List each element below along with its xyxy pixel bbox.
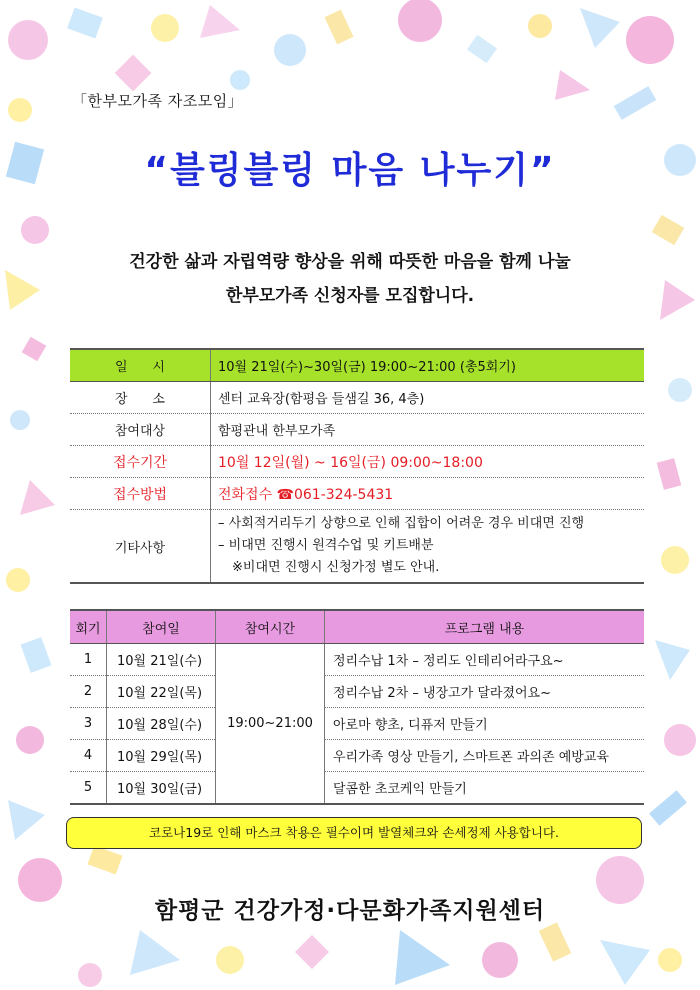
- etc-value: [211, 510, 645, 584]
- info-row-place: [70, 382, 644, 414]
- notice-banner: 코로나19로 인해 마스크 착용은 필수이며 발열체크와 손세정제 사용합니다.: [66, 817, 642, 849]
- intro-text: [0, 245, 700, 313]
- intro-line-1: 건강한 삶과 자립역량 향상을 위해 따뜻한 마음을 함께 나눌: [129, 252, 571, 272]
- page-title: “블링블링 마음 나누기”: [144, 150, 556, 191]
- table-row: [70, 644, 644, 676]
- etc-line-1: – 사회적거리두기 상향으로 인해 집합이 어려운 경우 비대면 진행: [218, 516, 585, 531]
- intro-line-2: 한부모가족 신청자를 모집합니다.: [225, 286, 475, 306]
- date-label: 일 시: [70, 349, 211, 382]
- schedule-header-row: [70, 610, 644, 644]
- place-value: 센터 교육장(함평읍 들샘길 36, 4층): [211, 382, 645, 414]
- session-date: 10월 30일(금): [107, 772, 216, 805]
- organization-name: 함평군 건강가정·다문화가족지원센터: [154, 898, 546, 924]
- info-row-target: [70, 414, 644, 446]
- session-no: 2: [70, 676, 107, 708]
- info-row-date: [70, 349, 644, 382]
- target-value: 함평관내 한부모가족: [211, 414, 645, 446]
- etc-line-2: – 비대면 진행시 원격수업 및 키트배분: [218, 538, 434, 553]
- info-row-period: [70, 446, 644, 478]
- header-program: 프로그램 내용: [325, 610, 645, 644]
- session-program: 정리수납 1차 – 정리도 인테리어라구요~: [325, 644, 645, 676]
- table-row: [70, 708, 644, 740]
- session-time: 19:00~21:00: [216, 644, 325, 805]
- schedule-table: [70, 609, 644, 805]
- etc-label: 기타사항: [70, 510, 211, 584]
- table-row: [70, 676, 644, 708]
- session-date: 10월 22일(목): [107, 676, 216, 708]
- session-date: 10월 29일(목): [107, 740, 216, 772]
- session-program: 달콤한 초코케익 만들기: [325, 772, 645, 805]
- session-date: 10월 28일(수): [107, 708, 216, 740]
- header-time: 참여시간: [216, 610, 325, 644]
- place-label: 장 소: [70, 382, 211, 414]
- subtitle: 「한부모가족 자조모임」: [72, 92, 244, 110]
- info-row-method: [70, 478, 644, 510]
- session-no: 5: [70, 772, 107, 805]
- info-table: [70, 348, 644, 584]
- date-value: 10월 21일(수)~30일(금) 19:00~21:00 (총5회기): [211, 349, 645, 382]
- session-date: 10월 21일(수): [107, 644, 216, 676]
- method-value: 전화접수 ☎061-324-5431: [211, 478, 645, 510]
- session-no: 4: [70, 740, 107, 772]
- table-row: [70, 740, 644, 772]
- session-program: 정리수납 2차 – 냉장고가 달라졌어요~: [325, 676, 645, 708]
- period-value: 10월 12일(월) ~ 16일(금) 09:00~18:00: [211, 446, 645, 478]
- session-no: 3: [70, 708, 107, 740]
- session-program: 우리가족 영상 만들기, 스마트폰 과의존 예방교육: [325, 740, 645, 772]
- session-program: 아로마 향초, 디퓨저 만들기: [325, 708, 645, 740]
- header-date: 참여일: [107, 610, 216, 644]
- info-row-etc: [70, 510, 644, 584]
- session-no: 1: [70, 644, 107, 676]
- method-label: 접수방법: [70, 478, 211, 510]
- target-label: 참여대상: [70, 414, 211, 446]
- period-label: 접수기간: [70, 446, 211, 478]
- header-session: 회기: [70, 610, 107, 644]
- etc-line-3: ※비대면 진행시 신청가정 별도 안내.: [232, 560, 440, 575]
- table-row: [70, 772, 644, 805]
